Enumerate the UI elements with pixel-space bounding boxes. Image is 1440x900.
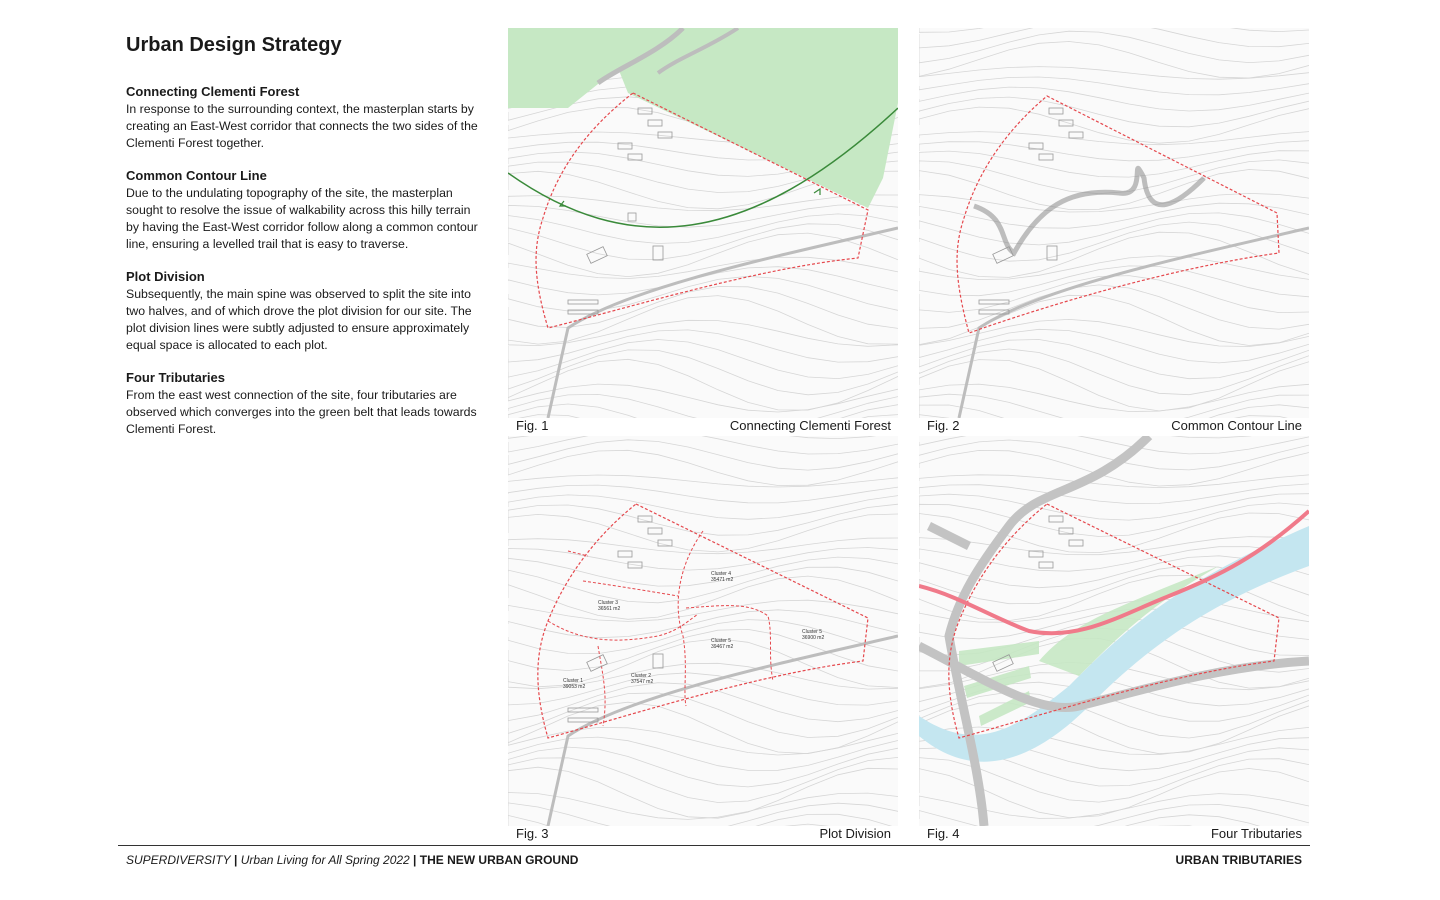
- cluster-label-area: 36900 m2: [802, 635, 825, 641]
- contour-line: [919, 436, 1309, 454]
- contour-line: [508, 693, 898, 738]
- section-four-tributaries: [126, 370, 481, 438]
- footer-theme: THE NEW URBAN GROUND: [419, 853, 579, 867]
- contour-line: [508, 384, 898, 412]
- contour-line: [919, 67, 1309, 80]
- section-heading: Plot Division: [126, 269, 205, 284]
- contour-line: [919, 360, 1309, 411]
- figure-4-map: [919, 436, 1309, 826]
- contour-line: [919, 436, 1309, 438]
- figure-number: Fig. 2: [927, 418, 960, 433]
- buildings: [568, 516, 672, 722]
- section-plot-division: [126, 269, 481, 354]
- section-heading: Four Tributaries: [126, 370, 225, 385]
- cluster-label-name: Cluster 4: [711, 571, 732, 577]
- contour-line: [508, 793, 898, 820]
- contour-line: [919, 107, 1309, 143]
- figure-4-caption: [919, 825, 1309, 843]
- contour-line: [508, 436, 898, 439]
- strategy-text: [126, 84, 481, 454]
- contour-line: [919, 132, 1309, 145]
- section-body: From the east west connection of the site, four tributaries are observed which converges into the green belt that leads towards Clementi Forest.: [126, 388, 477, 436]
- contour-line: [508, 767, 898, 818]
- contour-trail: [974, 168, 1204, 253]
- cluster-label-name: Cluster 3: [598, 600, 619, 606]
- figure-title: Four Tributaries: [1210, 826, 1302, 841]
- contour-line: [508, 404, 898, 418]
- site-map-fig3: [508, 436, 898, 826]
- contour-line: [508, 567, 898, 603]
- footer-project-title: URBAN TRIBUTARIES: [1175, 853, 1302, 867]
- contour-line: [508, 214, 898, 244]
- footer-separator: |: [409, 853, 420, 867]
- contour-line: [919, 170, 1309, 210]
- footer-project: SUPERDIVERSITY: [126, 853, 231, 867]
- section-common-contour: [126, 168, 481, 253]
- contour-line: [919, 266, 1309, 297]
- cluster-label-area: 35471 m2: [711, 577, 734, 583]
- cluster-label-name: Cluster 2: [631, 673, 652, 679]
- contour-line: [508, 394, 898, 418]
- river: [919, 526, 1309, 762]
- page-title: Urban Design Strategy: [126, 34, 342, 56]
- cluster-label-name: Cluster 1: [563, 678, 584, 684]
- figure-3-caption: [508, 825, 898, 843]
- contour-line: [919, 232, 1309, 277]
- contour-line: [508, 747, 898, 787]
- contour-line: [919, 494, 1309, 520]
- section-body: In response to the surrounding context, the masterplan starts by creating an East-West corridor that connects the two sides of the Clementi Forest together.: [126, 102, 478, 150]
- contour-line: [508, 485, 898, 503]
- figure-3-map: [508, 436, 898, 826]
- cluster-label-area: 39053 m2: [563, 684, 586, 690]
- footer-course: Urban Living for All Spring 2022: [240, 853, 410, 867]
- buildings: [568, 108, 672, 314]
- site-map-fig4: [919, 436, 1309, 826]
- contour-line: [919, 77, 1309, 95]
- contour-line: [919, 285, 1309, 329]
- contour-line: [919, 276, 1309, 313]
- footer-credits: [126, 853, 578, 867]
- contour-line: [919, 141, 1309, 161]
- contour-line: [508, 538, 898, 554]
- contour-line: [508, 495, 898, 519]
- contour-line: [919, 805, 1309, 827]
- figure-number: Fig. 4: [927, 826, 960, 841]
- contour-line: [919, 97, 1309, 127]
- figure-number: Fig. 3: [516, 826, 549, 841]
- contour-line: [508, 504, 898, 535]
- footer-separator: |: [230, 853, 241, 867]
- figure-2-caption: [919, 417, 1309, 435]
- forest-area: [508, 28, 898, 208]
- contour-line: [919, 42, 1309, 79]
- contour-line: [508, 267, 898, 295]
- contour-line: [508, 340, 898, 379]
- road: [548, 228, 898, 418]
- figure-1-caption: [508, 417, 898, 435]
- contour-line: [919, 151, 1309, 177]
- arrow-icon: [814, 189, 820, 195]
- contour-line: [919, 28, 1309, 32]
- footer-divider: [118, 845, 1310, 846]
- contour-line: [508, 450, 898, 485]
- cluster-label-area: 36561 m2: [598, 606, 621, 612]
- section-body: Due to the undulating topography of the site, the masterplan sought to resolve the issue of walkability across this hilly terrain by having the East-West corridor follow along a common contour line, ensuring a levelled trail that is easy to traverse.: [126, 186, 478, 251]
- contour-line: [508, 557, 898, 586]
- cluster-label-name: Cluster 5: [802, 629, 823, 635]
- section-heading: Connecting Clementi Forest: [126, 84, 300, 99]
- site-map-fig2: [919, 28, 1309, 418]
- section-heading: Common Contour Line: [126, 168, 267, 183]
- figure-number: Fig. 1: [516, 418, 549, 433]
- cluster-label-area: 39467 m2: [711, 644, 734, 650]
- contour-line: [919, 394, 1309, 418]
- figure-title: Plot Division: [819, 826, 891, 841]
- section-connecting-forest: [126, 84, 481, 152]
- contour-line: [919, 28, 1309, 48]
- road: [548, 636, 898, 826]
- contour-lines: [919, 28, 1309, 418]
- contour-line: [508, 276, 898, 311]
- site-map-fig1: [508, 28, 898, 418]
- contour-line: [508, 475, 898, 487]
- contour-line: [508, 440, 898, 470]
- figure-1-map: [508, 28, 898, 418]
- contour-line: [508, 350, 898, 395]
- section-body: Subsequently, the main spine was observed to split the site into two halves, and of which drove the plot division for our site. The plot division lines were subtly adjusted to ensure approximately equal space is allocated to each plot.: [126, 287, 472, 352]
- contour-line: [508, 757, 898, 802]
- contour-line: [919, 537, 1309, 555]
- contour-line: [919, 475, 1309, 488]
- contour-line: [919, 484, 1309, 504]
- figure-2-map: [919, 28, 1309, 418]
- contour-line: [919, 31, 1309, 63]
- cluster-label-name: Cluster 5: [711, 638, 732, 644]
- contour-line: [919, 349, 1309, 395]
- cluster-label-area: 37547 m2: [631, 679, 654, 685]
- figure-title: Common Contour Line: [1171, 418, 1302, 433]
- figure-title: Connecting Clementi Forest: [729, 418, 891, 433]
